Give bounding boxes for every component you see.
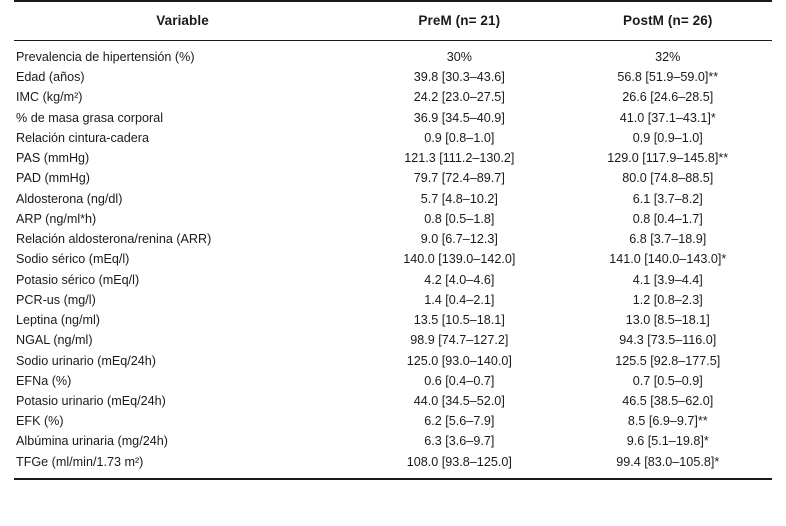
cell-postm-value: 8.5 [6.9–9.7]**: [627, 414, 708, 429]
cell-prem-value: 9.0 [6.7–12.3]: [420, 232, 498, 247]
cell-postm-value: 4.1 [3.9–4.4]: [632, 272, 703, 287]
table-row: [14, 88, 772, 108]
cell-prem-value: 121.3 [111.2–130.2]: [404, 151, 515, 166]
table-row: [14, 432, 772, 452]
table-row: [14, 351, 772, 371]
header-row: [14, 1, 772, 41]
cell-postm-value: 6.8 [3.7–18.9]: [629, 232, 707, 247]
table-body: [14, 41, 772, 479]
cell-variable: Relación cintura-cadera: [16, 130, 150, 145]
cell-postm-value: 46.5 [38.5–62.0]: [622, 393, 714, 408]
cell-prem-value: 0.9 [0.8–1.0]: [424, 130, 495, 145]
cell-postm-value: 125.5 [92.8–177.5]: [615, 353, 721, 368]
cell-postm-value: 26.6 [24.6–28.5]: [622, 90, 714, 105]
cell-variable: PCR-us (mg/l): [16, 292, 96, 307]
table-row: [14, 68, 772, 88]
cell-prem-value: 30%: [446, 50, 472, 64]
cell-variable: Potasio urinario (mEq/24h): [16, 393, 166, 408]
cell-variable: IMC (kg/m²): [16, 90, 83, 105]
cell-prem-value: 6.3 [3.6–9.7]: [424, 434, 495, 449]
cell-prem-value: 98.9 [74.7–127.2]: [410, 333, 509, 348]
cell-prem-value: 5.7 [4.8–10.2]: [420, 191, 498, 206]
cell-postm-value: 6.1 [3.7–8.2]: [632, 191, 703, 206]
cell-prem-value: 13.5 [10.5–18.1]: [413, 313, 505, 328]
table-row: [14, 229, 772, 249]
cell-variable: % de masa grasa corporal: [16, 110, 163, 125]
cell-variable: Sodio urinario (mEq/24h): [16, 353, 157, 368]
table-row: [14, 412, 772, 432]
table-row: [14, 290, 772, 310]
cell-variable: Sodio sérico (mEq/l): [16, 252, 130, 267]
cell-variable: PAD (mmHg): [16, 171, 90, 186]
column-header-postm: PostM (n= 26): [564, 1, 772, 41]
cell-variable: Leptina (ng/ml): [16, 313, 100, 328]
cell-postm-value: 0.7 [0.5–0.9]: [632, 373, 703, 388]
table-row: [14, 209, 772, 229]
cell-variable: Albúmina urinaria (mg/24h): [16, 434, 168, 449]
cell-postm-value: 0.9 [0.9–1.0]: [632, 130, 703, 145]
cell-prem-value: 0.8 [0.5–1.8]: [424, 211, 495, 226]
cell-variable: NGAL (ng/ml): [16, 333, 93, 348]
cell-prem-value: 140.0 [139.0–142.0]: [403, 252, 516, 267]
cell-postm-value: 13.0 [8.5–18.1]: [625, 313, 710, 328]
cell-prem-value: 79.7 [72.4–89.7]: [413, 171, 505, 186]
cell-postm-value: 0.8 [0.4–1.7]: [632, 211, 703, 226]
table-row: [14, 169, 772, 189]
comparison-table: [14, 0, 772, 480]
cell-postm-value: 32%: [655, 50, 681, 64]
column-header-prem: PreM (n= 21): [355, 1, 563, 41]
table-row: [14, 148, 772, 168]
table-row: [14, 391, 772, 411]
cell-variable: Potasio sérico (mEq/l): [16, 272, 140, 287]
table-row: [14, 452, 772, 479]
cell-prem-value: 36.9 [34.5–40.9]: [413, 110, 505, 125]
cell-variable: Edad (años): [16, 70, 85, 85]
cell-postm-value: 80.0 [74.8–88.5]: [622, 171, 714, 186]
table-row: [14, 108, 772, 128]
cell-prem-value: 24.2 [23.0–27.5]: [413, 90, 505, 105]
table-row: [14, 270, 772, 290]
cell-prem-value: 39.8 [30.3–43.6]: [413, 70, 505, 85]
cell-prem-value: 125.0 [93.0–140.0]: [406, 353, 512, 368]
cell-postm-value: 129.0 [117.9–145.8]**: [607, 151, 729, 166]
cell-variable: Relación aldosterona/renina (ARR): [16, 232, 212, 247]
cell-prem-value: 1.4 [0.4–2.1]: [424, 292, 495, 307]
cell-variable: PAS (mmHg): [16, 151, 90, 166]
cell-variable: EFK (%): [16, 414, 64, 429]
cell-variable: Aldosterona (ng/dl): [16, 191, 123, 206]
table-row: [14, 310, 772, 330]
cell-variable: Prevalencia de hipertensión (%): [16, 50, 195, 64]
table-row: [14, 331, 772, 351]
cell-prem-value: 4.2 [4.0–4.6]: [424, 272, 495, 287]
cell-postm-value: 141.0 [140.0–143.0]*: [609, 252, 727, 267]
cell-prem-value: 0.6 [0.4–0.7]: [424, 373, 495, 388]
cell-postm-value: 1.2 [0.8–2.3]: [632, 292, 703, 307]
cell-prem-value: 108.0 [93.8–125.0]: [355, 452, 563, 479]
cell-postm-value: 41.0 [37.1–43.1]*: [619, 110, 716, 125]
table-row: [14, 250, 772, 270]
cell-variable: EFNa (%): [16, 373, 72, 388]
table-header: [14, 1, 772, 41]
column-header-variable: Variable: [14, 1, 355, 41]
cell-variable: TFGe (ml/min/1.73 m²): [14, 452, 355, 479]
cell-postm-value: 9.6 [5.1–19.8]*: [626, 434, 709, 449]
table-row: [14, 189, 772, 209]
cell-postm-value: 99.4 [83.0–105.8]*: [564, 452, 772, 479]
cell-prem-value: 44.0 [34.5–52.0]: [413, 393, 505, 408]
cell-postm-value: 56.8 [51.9–59.0]**: [617, 70, 719, 85]
table-row: [14, 371, 772, 391]
table-row: [14, 41, 772, 68]
cell-postm-value: 94.3 [73.5–116.0]: [619, 333, 717, 348]
cell-variable: ARP (ng/ml*h): [16, 211, 97, 226]
table-row: [14, 128, 772, 148]
cell-prem-value: 6.2 [5.6–7.9]: [424, 414, 495, 429]
